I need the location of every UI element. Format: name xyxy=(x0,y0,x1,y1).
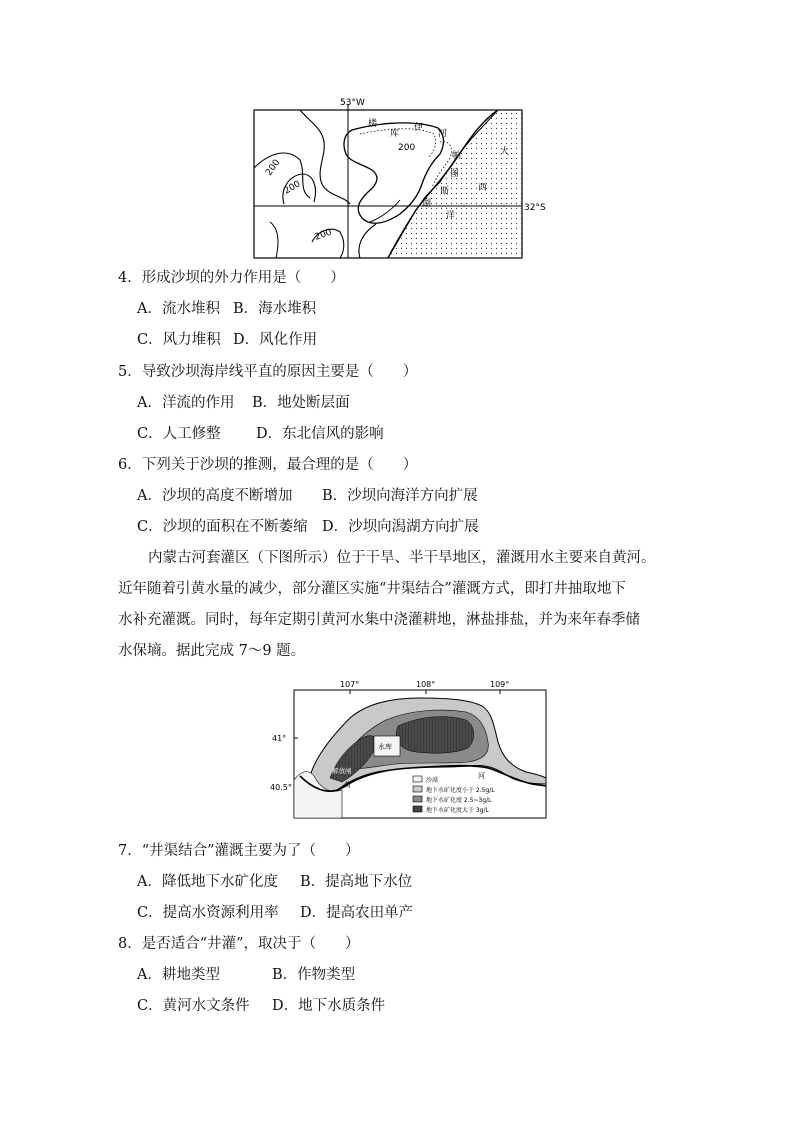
question-4-option-c: C．风力堆积 xyxy=(137,332,221,348)
lat-label: 41° xyxy=(272,734,287,743)
sandbar-name-char: 图 xyxy=(450,169,460,179)
jiefangzha-label: 解放闸 xyxy=(332,767,352,775)
question-8-option-d: D．地下水质条件 xyxy=(272,998,386,1014)
question-6-option-c: C．沙坝的面积在不断萎缩 xyxy=(137,519,308,535)
question-4-option-d: D．风化作用 xyxy=(233,332,318,348)
lake-name-char: 伊 xyxy=(414,123,424,133)
lake-name-char: 库 xyxy=(390,129,400,139)
lagoon-map xyxy=(240,92,560,262)
question-5-stem: 5．导致沙坝海岸线平直的原因主要是（ ） xyxy=(118,364,418,380)
contour-label: 200 xyxy=(313,227,334,243)
question-5-option-d: D．东北信风的影响 xyxy=(256,426,384,442)
lon-label: 109° xyxy=(490,680,510,689)
question-5-option-b: B．地处断层面 xyxy=(252,395,350,411)
hetao-irrigation-map xyxy=(270,676,560,826)
passage-line: 近年随着引黄水量的减少，部分灌区实施“井渠结合”灌溉方式，即打井抽取地下 xyxy=(118,581,626,597)
river-label: 河 xyxy=(478,772,485,780)
lake-name-char: 河 xyxy=(438,129,448,139)
legend-label: 地下水矿化度小于 2.5g/L xyxy=(426,787,495,794)
question-8-option-b: B．作物类型 xyxy=(272,967,356,983)
lon-label: 107° xyxy=(340,680,360,689)
question-5-option-c: C．人工修整 xyxy=(137,426,221,442)
lat-label: 32°S xyxy=(524,203,546,213)
question-4-option-a: A．流水堆积 xyxy=(137,301,220,317)
question-4-stem: 4．形成沙坝的外力作用是（ ） xyxy=(118,270,345,286)
question-4-option-b: B．海水堆积 xyxy=(233,301,317,317)
question-7-option-d: D．提高农田单产 xyxy=(300,905,414,921)
legend-label: 沙漠 xyxy=(426,777,439,784)
lagoon-map-svg xyxy=(240,92,560,262)
ocean-name-char: 西 xyxy=(478,183,488,193)
legend-label: 地下水矿化度 2.5~3g/L xyxy=(426,797,492,804)
contour-label: 200 xyxy=(282,179,303,197)
hetao-map-svg xyxy=(270,676,560,826)
contour-label: 200 xyxy=(264,157,283,178)
lon-label: 53°W xyxy=(340,98,365,108)
lat-label: 40.5° xyxy=(270,783,292,792)
river-label: 黄 xyxy=(344,781,351,789)
legend-swatch-high xyxy=(413,806,422,812)
lake-name-char: 楼 xyxy=(368,119,378,129)
legend-swatch-low xyxy=(413,786,422,792)
passage-line: 内蒙古河套灌区（下图所示）位于干旱、半干旱地区，灌溉用水主要来自黄河。 xyxy=(148,550,656,566)
question-5-option-a: A．洋流的作用 xyxy=(137,395,235,411)
passage-line: 水补充灌溉。同时，每年定期引黄河水集中浇灌耕地，淋盐排盐，并为来年春季储 xyxy=(118,612,640,628)
question-6-option-a: A．沙坝的高度不断增加 xyxy=(137,488,293,504)
question-6-option-b: B．沙坝向海洋方向扩展 xyxy=(322,488,478,504)
lon-label: 108° xyxy=(416,680,436,689)
question-8-stem: 8．是否适合“井灌”，取决于（ ） xyxy=(118,936,360,952)
question-7-stem: 7．“井渠结合”灌溉主要为了（ ） xyxy=(118,843,360,859)
passage-line: 水保墒。据此完成 7～9 题。 xyxy=(118,643,306,659)
sandbar-name-char: 斯 xyxy=(440,187,450,197)
legend-swatch-mid xyxy=(413,796,422,802)
contour-label: 200 xyxy=(398,143,416,153)
question-6-stem: 6．下列关于沙坝的推测，最合理的是（ ） xyxy=(118,457,418,473)
question-7-option-a: A．降低地下水矿化度 xyxy=(137,874,278,890)
lagoon-label: 湖 xyxy=(422,199,432,209)
high-mineral-zone xyxy=(396,717,474,754)
question-8-option-c: C．黄河水文条件 xyxy=(137,998,250,1014)
question-6-option-d: D．沙坝向潟湖方向扩展 xyxy=(322,519,479,535)
sandbar-name-char: 帕 xyxy=(452,151,462,161)
ocean-name-char: 大 xyxy=(500,147,510,157)
reservoir-label: 水库 xyxy=(378,743,392,751)
question-8-option-a: A．耕地类型 xyxy=(137,967,220,983)
question-7-option-c: C．提高水资源利用率 xyxy=(137,905,279,921)
ocean-name-char: 洋 xyxy=(446,211,456,221)
legend-swatch-desert xyxy=(413,776,422,782)
question-7-option-b: B．提高地下水位 xyxy=(300,874,413,890)
legend-label: 地下水矿化度大于 3g/L xyxy=(426,807,489,814)
